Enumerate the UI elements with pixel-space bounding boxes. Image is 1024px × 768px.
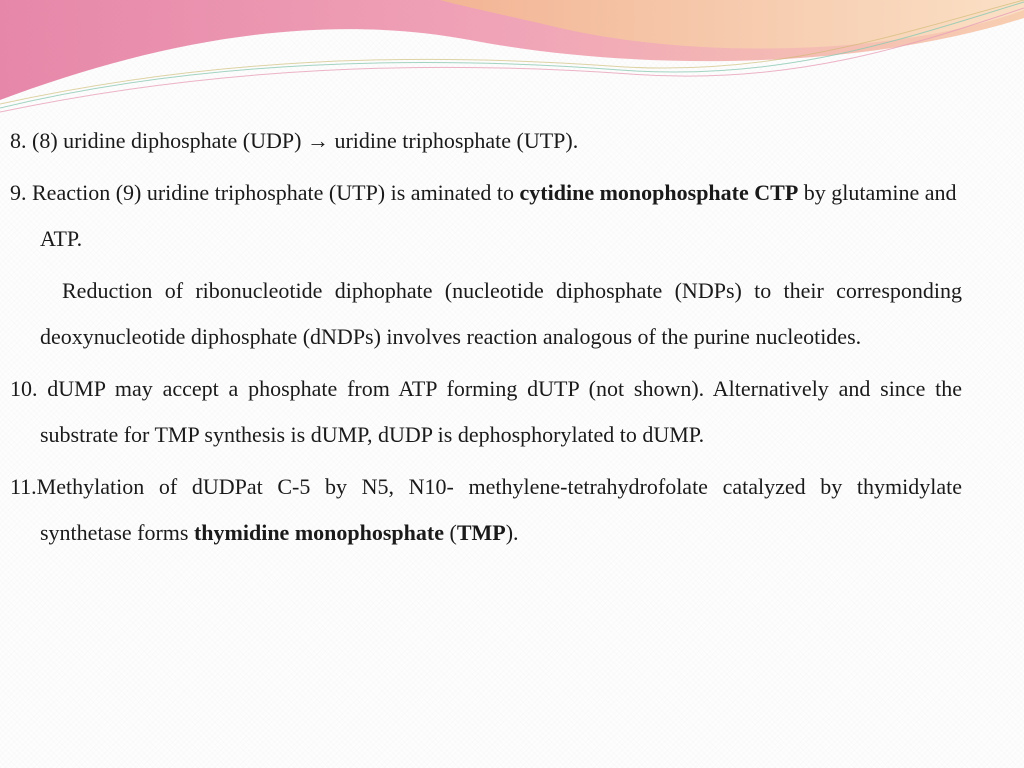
- item-8-text: 8. (8) uridine diphosphate (UDP) → uridine triphosphate (UTP).: [10, 128, 579, 153]
- item-11: [10, 464, 962, 556]
- item-9-suffix: by glutamine and ATP.: [40, 180, 957, 251]
- item-11-bold-abbrev: TMP: [456, 520, 506, 545]
- slide-body: [10, 118, 962, 562]
- reduction-text: Reduction of ribonucleotide diphophate (nucleotide diphosphate (NDPs) to their corresponding deoxynucleotide diphosphate (dNDPs) involves reaction analogous of the purine nucleotides.: [40, 278, 962, 349]
- item-9: [10, 170, 962, 262]
- item-9-prefix: 9. Reaction (9) uridine triphosphate (UTP) is aminated to: [10, 180, 520, 205]
- item-10: [10, 366, 962, 458]
- item-10-text: 10. dUMP may accept a phosphate from ATP forming dUTP (not shown). Alternatively and since the substrate for TMP synthesis is dUMP, dUDP is dephosphorylated to dUMP.: [10, 376, 962, 447]
- item-11-bold-term: thymidine monophosphate: [193, 520, 444, 545]
- header-wave-decoration: [0, 0, 1024, 120]
- item-11-suffix: ).: [505, 520, 519, 545]
- item-8: [10, 118, 962, 164]
- item-11-mid: (: [443, 520, 457, 545]
- item-9-bold-term: cytidine monophosphate CTP: [519, 180, 799, 205]
- reduction-paragraph: [10, 268, 962, 360]
- item-11-prefix: 11.Methylation of dUDPat C-5 by N5, N10- methylene-tetrahydrofolate catalyzed by thymidylate synthetase forms: [10, 474, 962, 545]
